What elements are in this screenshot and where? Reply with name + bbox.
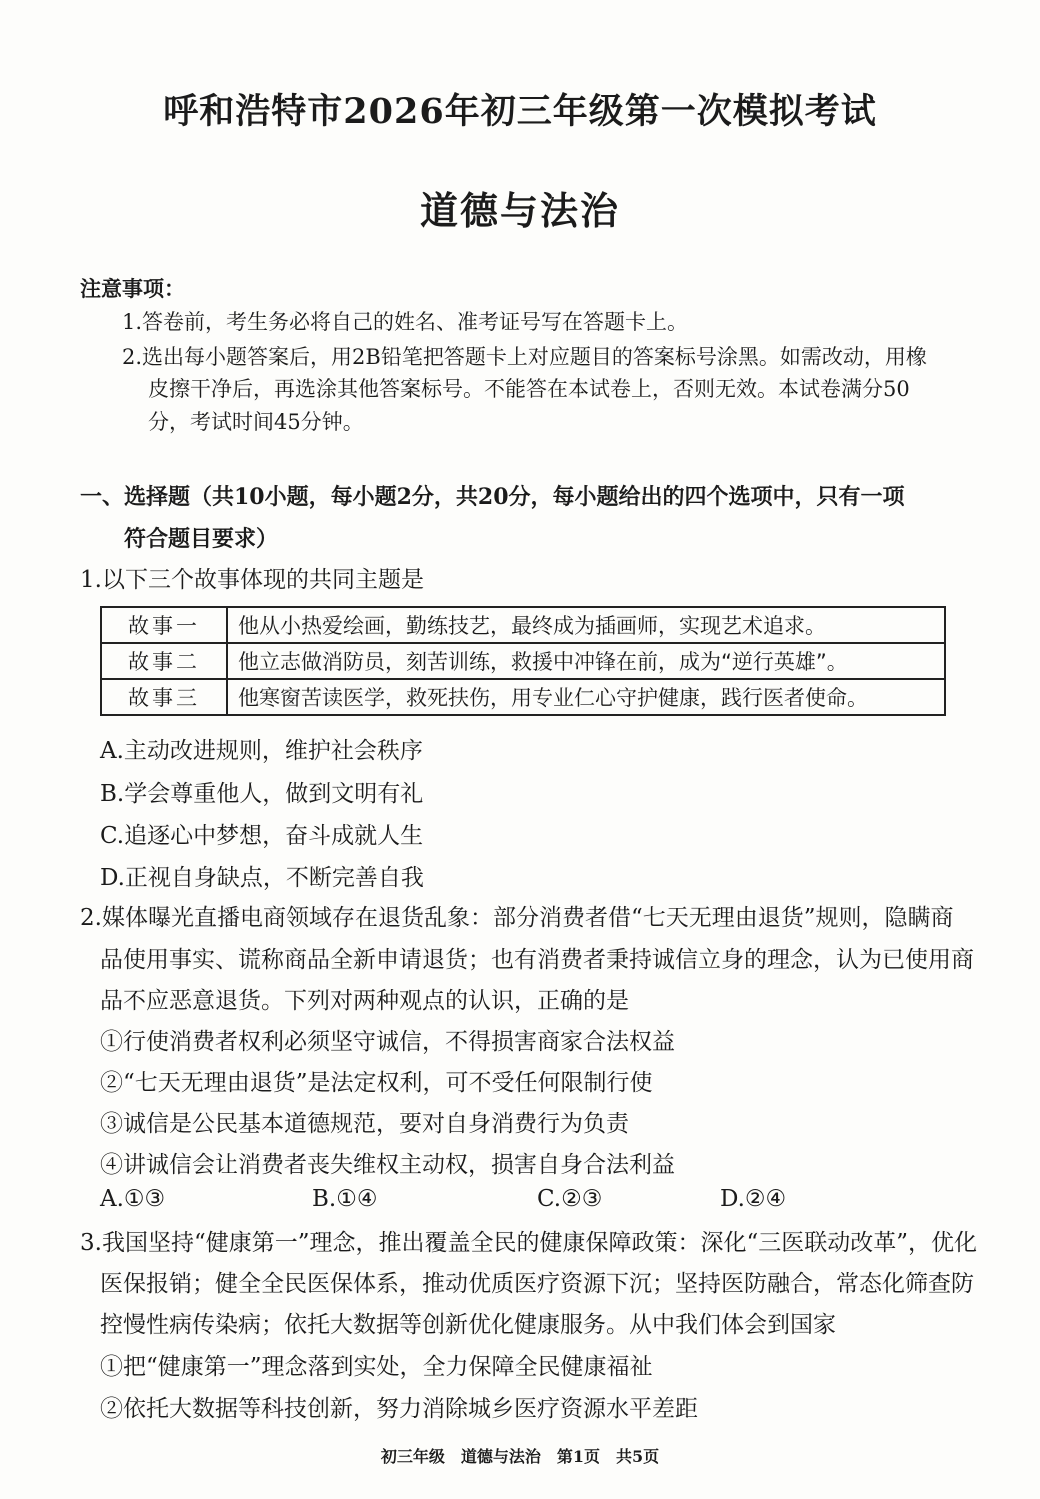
- story-label: 故事三: [101, 679, 227, 715]
- q3-statement-1: ①把“健康第一”理念落到实处，全力保障全民健康福祉: [100, 1354, 653, 1380]
- q2-statement-4: ④讲诚信会让消费者丧失维权主动权，损害自身合法利益: [100, 1152, 675, 1178]
- q1-option-c: C.追逐心中梦想，奋斗成就人生: [100, 823, 424, 849]
- q2-statement-2: ②“七天无理由退货”是法定权利，可不受任何限制行使: [100, 1070, 653, 1096]
- section-heading-line-1: 一、选择题（共10小题，每小题2分，共20分，每小题给出的四个选项中，只有一项: [80, 484, 905, 510]
- q1-option-a: A.主动改进规则，维护社会秩序: [100, 738, 423, 764]
- q2-option-a: A.①③: [100, 1186, 166, 1212]
- story-text: 他从小热爱绘画，勤练技艺，最终成为插画师，实现艺术追求。: [227, 607, 945, 643]
- notice-heading: 注意事项：: [80, 276, 185, 301]
- exam-title: 呼和浩特市2026年初三年级第一次模拟考试: [163, 91, 877, 132]
- q2-option-c: C.②③: [537, 1186, 603, 1212]
- q2-stem-line-1: 2.媒体曝光直播电商领域存在退货乱象：部分消费者借“七天无理由退货”规则，隐瞒商: [80, 905, 954, 931]
- story-text: 他寒窗苦读医学，救死扶伤，用专业仁心守护健康，践行医者使命。: [227, 679, 945, 715]
- notice-item-2-line-3: 分，考试时间45分钟。: [148, 410, 364, 434]
- q1-stem: 1.以下三个故事体现的共同主题是: [80, 567, 424, 593]
- q2-stem-line-3: 品不应恶意退货。下列对两种观点的认识，正确的是: [100, 988, 629, 1014]
- q3-stem-line-1: 3.我国坚持“健康第一”理念，推出覆盖全民的健康保障政策：深化“三医联动改革”，优化: [80, 1230, 977, 1256]
- q1-option-d: D.正视自身缺点，不断完善自我: [100, 865, 424, 891]
- page-footer: 初三年级 道德与法治 第1页 共5页: [380, 1447, 660, 1466]
- notice-item-2-line-2: 皮擦干净后，再选涂其他答案标号。不能答在本试卷上，否则无效。本试卷满分50: [148, 377, 910, 401]
- notice-item-2-line-1: 2.选出每小题答案后，用2B铅笔把答题卡上对应题目的答案标号涂黑。如需改动，用橡: [122, 345, 927, 369]
- table-row: [101, 679, 945, 715]
- q3-stem-line-2: 医保报销；健全全民医保体系，推动优质医疗资源下沉；坚持医防融合，常态化筛查防: [100, 1271, 974, 1297]
- q2-stem-line-2: 品使用事实、谎称商品全新申请退货；也有消费者秉持诚信立身的理念，认为已使用商: [100, 947, 974, 973]
- q1-option-b: B.学会尊重他人，做到文明有礼: [100, 781, 424, 807]
- story-label: 故事二: [101, 643, 227, 679]
- subject-title: 道德与法治: [419, 188, 620, 233]
- story-label: 故事一: [101, 607, 227, 643]
- q3-statement-2: ②依托大数据等科技创新，努力消除城乡医疗资源水平差距: [100, 1396, 698, 1422]
- q2-option-b: B.①④: [312, 1186, 378, 1212]
- table-row: [101, 643, 945, 679]
- table-row: [101, 607, 945, 643]
- q2-option-d: D.②④: [720, 1186, 787, 1212]
- notice-item-1: 1.答卷前，考生务必将自己的姓名、准考证号写在答题卡上。: [122, 310, 689, 334]
- q3-stem-line-3: 控慢性病传染病；依托大数据等创新优化健康服务。从中我们体会到国家: [100, 1312, 836, 1338]
- story-text: 他立志做消防员，刻苦训练，救援中冲锋在前，成为“逆行英雄”。: [227, 643, 945, 679]
- q2-statement-3: ③诚信是公民基本道德规范，要对自身消费行为负责: [100, 1111, 629, 1137]
- stories-table: [100, 606, 946, 716]
- q2-statement-1: ①行使消费者权利必须坚守诚信，不得损害商家合法权益: [100, 1029, 675, 1055]
- section-heading-line-2: 符合题目要求）: [124, 526, 279, 552]
